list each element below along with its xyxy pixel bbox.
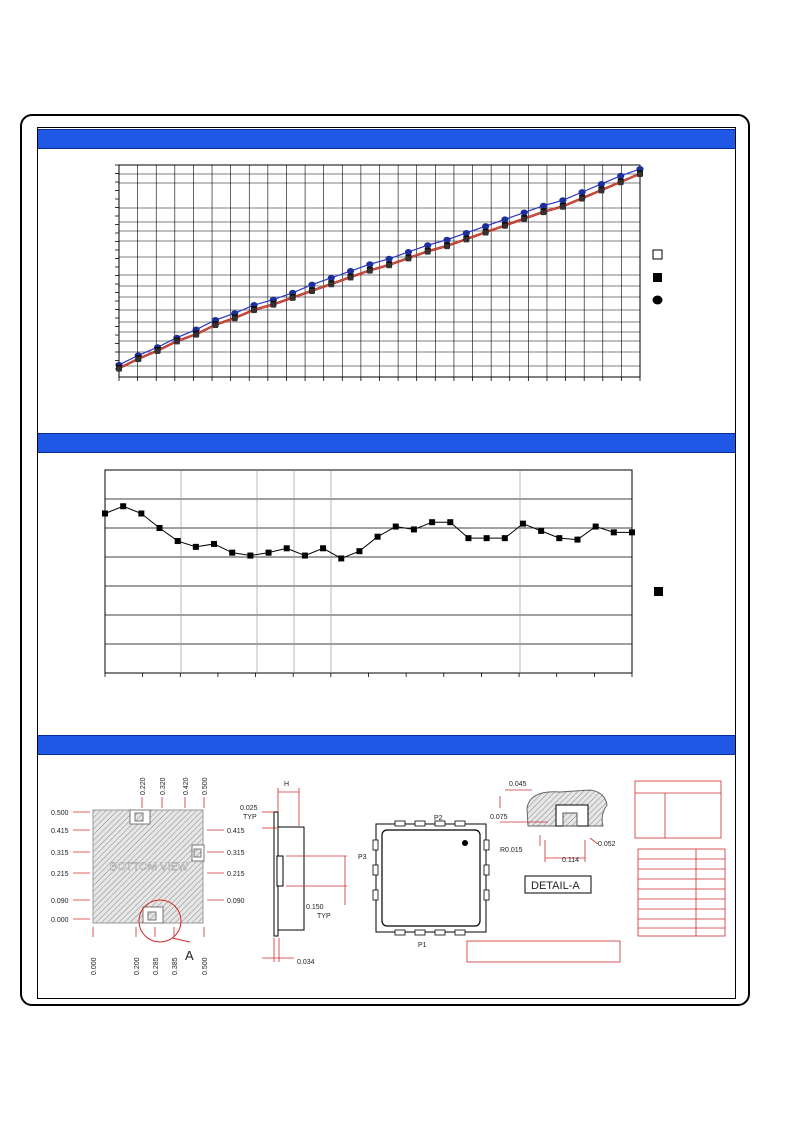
- svg-text:0.500: 0.500: [51, 810, 69, 817]
- svg-text:0.052: 0.052: [598, 841, 616, 848]
- top-view: [358, 815, 489, 949]
- svg-text:0.415: 0.415: [51, 828, 69, 835]
- detail-callout: A: [185, 948, 194, 963]
- svg-text:0.114: 0.114: [562, 857, 579, 864]
- svg-text:P3: P3: [358, 854, 367, 861]
- svg-text:0.315: 0.315: [51, 850, 69, 857]
- svg-text:0.285: 0.285: [153, 957, 160, 975]
- svg-text:0.090: 0.090: [51, 898, 69, 905]
- svg-text:0.215: 0.215: [51, 871, 69, 878]
- svg-text:P1: P1: [418, 942, 427, 949]
- svg-text:0.000: 0.000: [91, 957, 98, 975]
- side-view: [240, 781, 347, 966]
- svg-text:0.385: 0.385: [172, 957, 179, 975]
- svg-text:0.315: 0.315: [227, 850, 245, 857]
- svg-text:0.500: 0.500: [202, 957, 209, 975]
- svg-text:0.320: 0.320: [160, 777, 167, 795]
- detail-a-title: DETAIL-A: [531, 880, 580, 892]
- side-view-h-label: H: [284, 781, 290, 788]
- bottom-view: [93, 810, 204, 963]
- note-box: [467, 941, 620, 962]
- svg-text:0.415: 0.415: [227, 828, 245, 835]
- svg-text:0.215: 0.215: [227, 871, 245, 878]
- svg-text:0.034: 0.034: [297, 959, 315, 966]
- svg-text:TYP: TYP: [317, 913, 331, 920]
- revision-table: [638, 849, 725, 936]
- bottom-view-label: BOTTOM VIEW: [110, 861, 189, 873]
- svg-text:0.000: 0.000: [51, 917, 69, 924]
- svg-text:0.150: 0.150: [306, 904, 324, 911]
- svg-text:0.500: 0.500: [202, 777, 209, 795]
- title-block: [635, 781, 721, 838]
- svg-text:0.025: 0.025: [240, 805, 258, 812]
- detail-a: [490, 781, 616, 893]
- svg-text:0.045: 0.045: [509, 781, 527, 788]
- svg-text:P2: P2: [434, 815, 443, 822]
- svg-text:TYP: TYP: [243, 814, 257, 821]
- svg-text:0.200: 0.200: [134, 957, 141, 975]
- svg-text:R0.015: R0.015: [500, 847, 523, 854]
- svg-text:0.220: 0.220: [140, 777, 147, 795]
- svg-text:0.420: 0.420: [183, 777, 190, 795]
- svg-text:0.090: 0.090: [227, 898, 245, 905]
- svg-text:0.075: 0.075: [490, 814, 508, 821]
